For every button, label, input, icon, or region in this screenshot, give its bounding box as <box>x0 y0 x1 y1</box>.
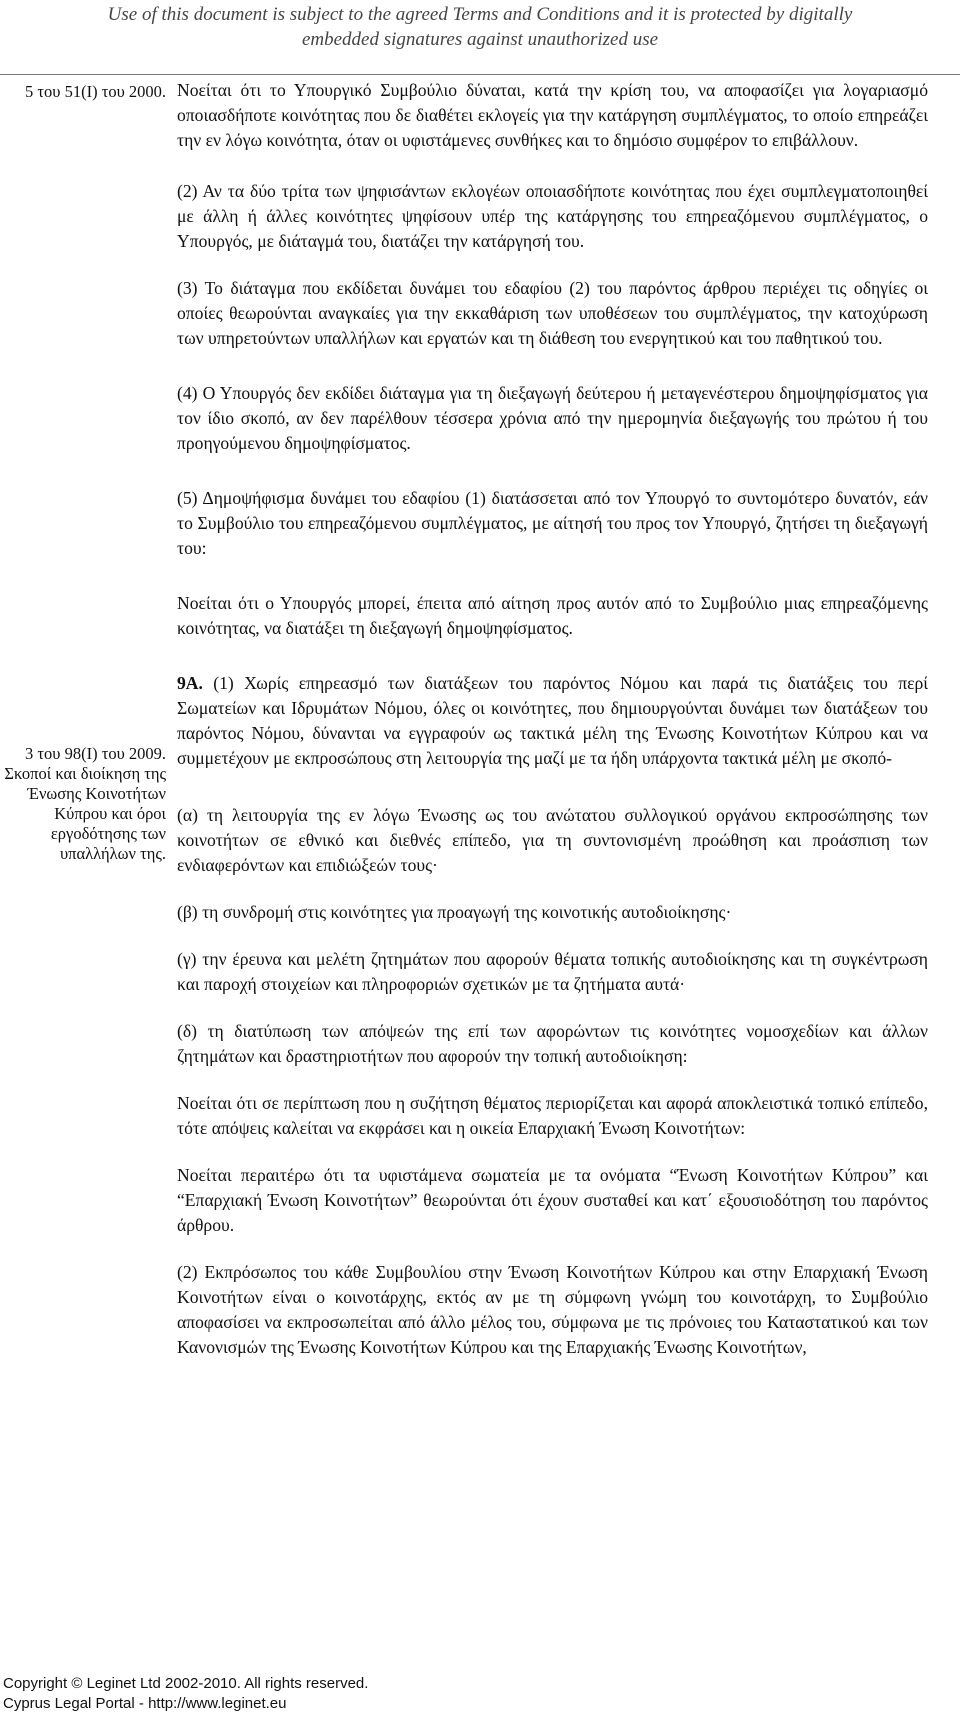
footer-portal: Cyprus Legal Portal - http://www.leginet.eu <box>3 1695 287 1712</box>
header-line-1: Use of this document is subject to the agreed Terms and Conditions and it is protected by digitally <box>107 4 853 25</box>
paragraph-proviso-4: Νοείται περαιτέρω ότι τα υφιστάμενα σωματεία με τα ονόματα “Ένωση Κοινοτήτων Κύπρου” και “Επαρχιακή Ένωση Κοινοτήτων” θεωρούνται ότι έχουν συσταθεί και κατ΄ εξουσιοδότηση του παρόντος άρθρου. <box>177 1165 928 1235</box>
footer-copyright: Copyright © Leginet Ltd 2002-2010. All rights reserved. <box>3 1675 369 1692</box>
paragraph-proviso-1: Νοείται ότι το Υπουργικό Συμβούλιο δύναται, κατά την κρίση του, να αποφασίζει για λογαριασμό οποιασδήποτε κοινότητας που δε διαθέτει εκλογείς για την κατάργηση συμπλέγματος, το οποίο επηρεάζει την εν λόγω κοινότητα, όταν οι υφιστάμενες συνθήκες και το δημόσιο συμφέρον το επιβάλλουν. <box>177 80 928 150</box>
header-divider <box>0 74 960 75</box>
paragraph-subsection-3: (3) Το διάταγμα που εκδίδεται δυνάμει του εδαφίου (2) του παρόντος άρθρου περιέχει τις οδηγίες οι οποίες θεωρούνται αναγκαίες για την εκκαθάριση των υποθέσεων του συμπλέγματος, την κατοχύρωση των υπηρετούντων υπαλλήλων και εργατών και τη διάθεση του ενεργητικού και του παθητικού του. <box>177 278 928 348</box>
paragraph-proviso-3: Νοείται ότι σε περίπτωση που η συζήτηση θέματος περιορίζεται και αφορά αποκλειστικά τοπικό επίπεδο, τότε απόψεις καλείται να εκφράσει και η οικεία Επαρχιακή Ένωση Κοινοτήτων: <box>177 1093 928 1138</box>
paragraph-item-d: (δ) τη διατύπωση των απόψεών της επί των αφορώντων τις κοινότητες νομοσχεδίων και άλλων ζητημάτων και δραστηριοτήτων που αφορούν την τοπική αυτοδιοίκηση: <box>177 1021 928 1066</box>
paragraph-item-b: (β) τη συνδρομή στις κοινότητες για προαγωγή της κοινοτικής αυτοδιοίκησης· <box>177 902 732 922</box>
paragraph-item-a: (α) τη λειτουργία της εν λόγω Ένωσης ως του ανώτατου συλλογικού οργάνου εκπροσώπησης των κοινοτήτων σε εθνικό και διεθνές επίπεδο, για τη συντονισμένη προώθηση και προάσπιση των ενδιαφερόντων και επιδιώξεών τους· <box>177 805 928 875</box>
paragraph-subsection-9a-2: (2) Εκπρόσωπος του κάθε Συμβουλίου στην Ένωση Κοινοτήτων Κύπρου και στην Επαρχιακή Ένωση Κοινοτήτων είναι ο κοινοτάρχης, εκτός αν με τη σύμφωνη γνώμη του κοινοτάρχη, το Συμβούλιο αποφασίσει να εκπροσωπείται από άλλο μέλος του, σύμφωνα με τις πρόνοιες του Καταστατικού και των Κανονισμών της Ένωσης Κοινοτήτων Κύπρου και της Επαρχιακής Ένωσης Κοινοτήτων, <box>177 1262 928 1357</box>
margin-note-2 <box>0 744 166 864</box>
paragraph-proviso-2: Νοείται ότι ο Υπουργός μπορεί, έπειτα από αίτηση προς αυτόν από το Συμβούλιο μιας επηρεαζόμενης κοινότητας, να διατάξει τη διεξαγωγή δημοψηφίσματος. <box>177 593 928 638</box>
paragraph-item-c: (γ) την έρευνα και μελέτη ζητημάτων που αφορούν θέματα τοπικής αυτοδιοίκησης και τη συγκέντρωση και παροχή στοιχείων και πληροφοριών σχετικών με τα ζητήματα αυτά· <box>177 949 928 994</box>
margin-note-2-title: Σκοποί και διοίκηση της Ένωσης Κοινοτήτων Κύπρου και όροι εργοδότησης των υπαλλήλων της. <box>4 764 166 863</box>
document-body <box>177 78 928 1382</box>
page-footer <box>0 1674 368 1714</box>
section-number: 9Α. <box>177 673 203 693</box>
header-line-2: embedded signatures against unauthorized use <box>301 29 659 50</box>
margin-note-2-ref: 3 του 98(Ι) του 2009. <box>25 744 166 763</box>
margin-note-1: 5 του 51(Ι) του 2000. <box>25 82 166 101</box>
paragraph-section-9a <box>177 671 928 771</box>
paragraph-subsection-5: (5) Δημοψήφισμα δυνάμει του εδαφίου (1) διατάσσεται από τον Υπουργό το συντομότερο δυνατόν, εάν το Συμβούλιο του επηρεαζόμενου συμπλέγματος, με αίτησή του προς τον Υπουργό, ζητήσει τη διεξαγωγή του: <box>177 488 928 558</box>
paragraph-subsection-2: (2) Αν τα δύο τρίτα των ψηφισάντων εκλογέων οποιασδήποτε κοινότητας που έχει συμπλεγματοποιηθεί με άλλη ή άλλες κοινότητες ψηφίσουν υπέρ της κατάργησης του επηρεαζόμενου συμπλέγματος, ο Υπουργός, με διάταγμά του, διατάζει την κατάργησή του. <box>177 181 928 251</box>
page-header <box>0 0 960 52</box>
paragraph-subsection-4: (4) Ο Υπουργός δεν εκδίδει διάταγμα για τη διεξαγωγή δεύτερου ή μεταγενέστερου δημοψηφίσματος για τον ίδιο σκοπό, αν δεν παρέλθουν τέσσερα χρόνια από την ημερομηνία διεξαγωγής του πρώτου ή του προηγούμενου δημοψηφίσματος. <box>177 383 928 453</box>
section-9a-text: (1) Χωρίς επηρεασμό των διατάξεων του παρόντος Νόμου και παρά τις διατάξεις του περί Σωματείων και Ιδρυμάτων Νόμου, όλες οι κοινότητες, που δημιουργούνται δυνάμει των διατάξεων του παρόντος Νόμου, δύνανται να εγγραφούν ως τακτικά μέλη της Ένωσης Κοινοτήτων Κύπρου και να συμμετέχουν με εκπροσώπους στη λειτουργία της μαζί με τα ήδη υπάρχοντα τακτικά μέλη με σκοπό- <box>177 673 928 768</box>
